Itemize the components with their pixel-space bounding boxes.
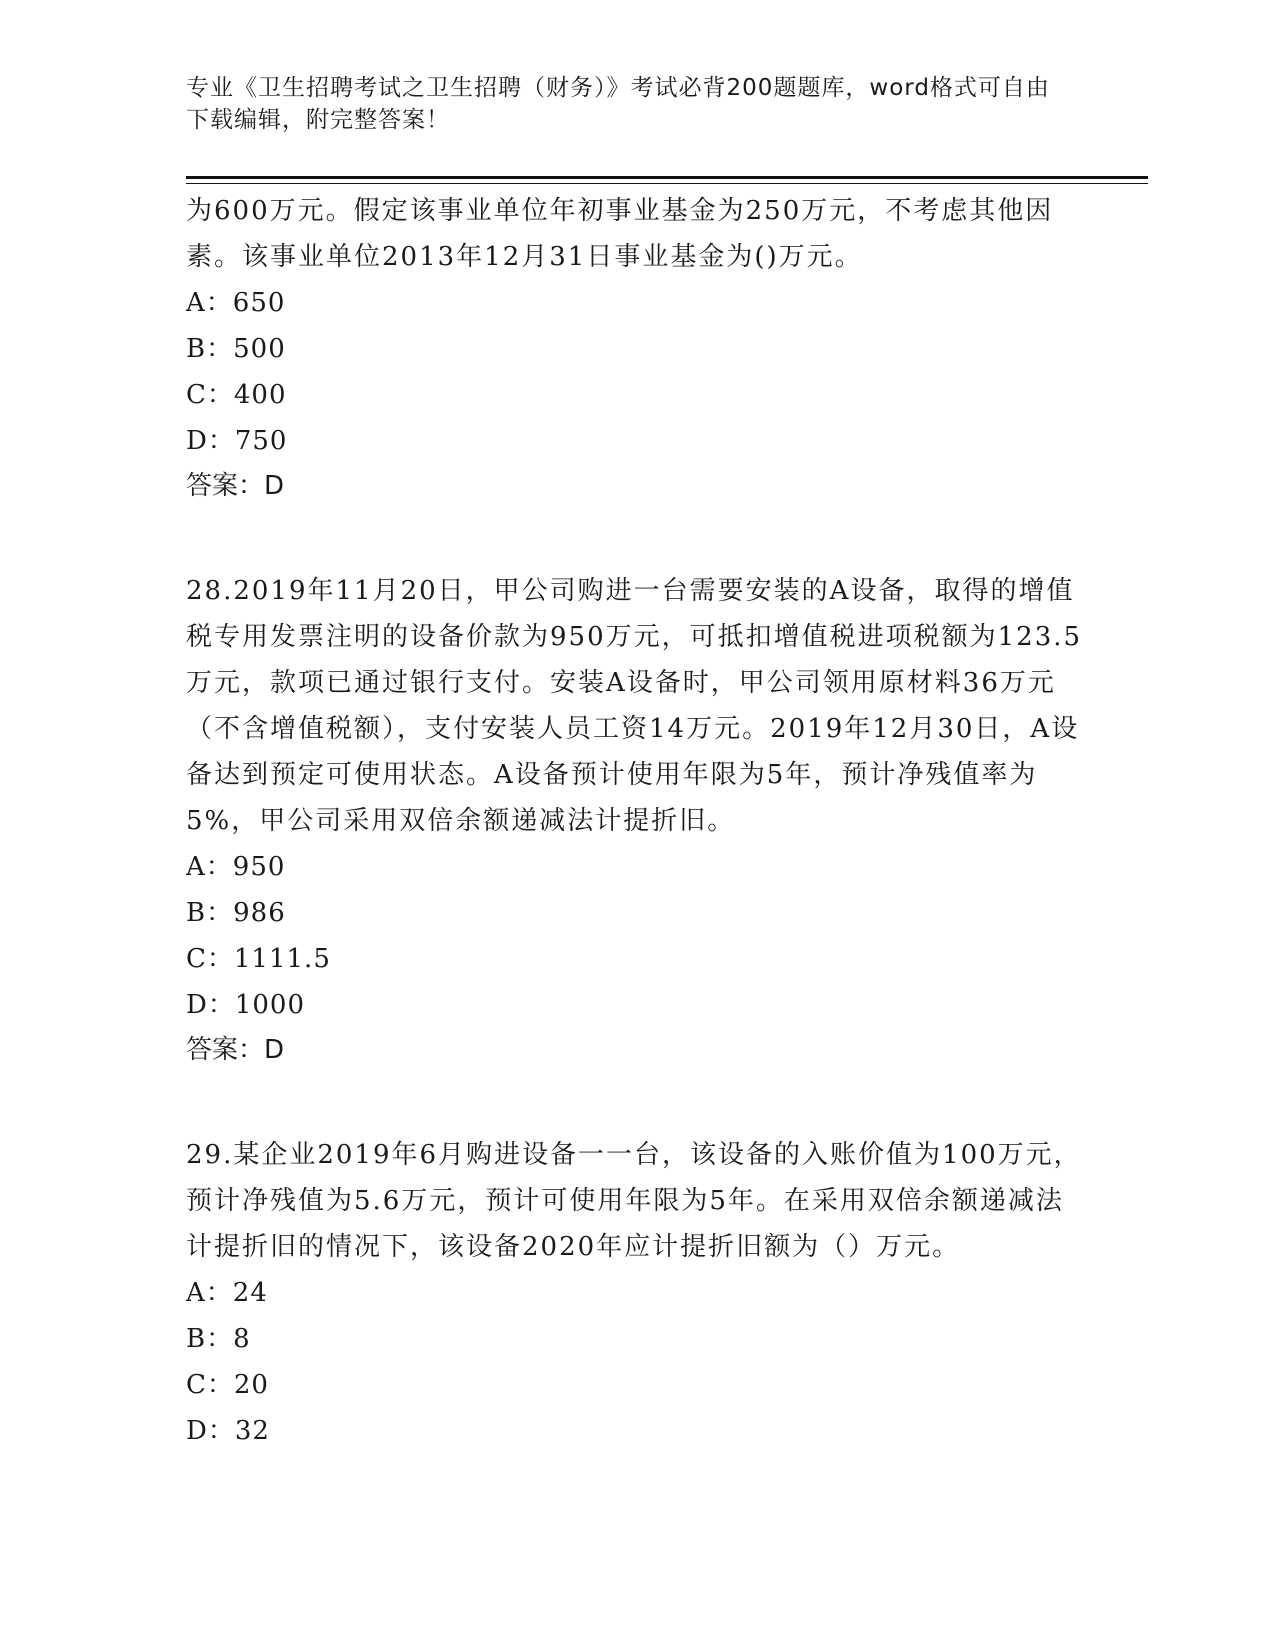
question-spacer (186, 1072, 1086, 1132)
option-b: B：986 (186, 898, 286, 928)
option-c: C：400 (186, 380, 287, 410)
option-d: D：1000 (186, 990, 306, 1020)
question-stem: 为600万元。假定该事业单位年初事业基金为250万元，不考虑其他因素。该事业单位2013年12月31日事业基金为()万元。 (186, 196, 1054, 272)
question-stem: 28.2019年11月20日，甲公司购进一台需要安装的A设备，取得的增值税专用发票注明的设备价款为950万元，可抵扣增值税进项税额为123.5万元，款项已通过银行支付。安装A设备时，甲公司领用原材料36万元（不含增值税额），支付安装人员工资14万元。2019年12月30日，A设备达到预定可使用状态。A设备预计使用年限为5年，预计净残值率为5%，甲公司采用双倍余额递减法计提折旧。 (186, 576, 1083, 836)
option-d: D：32 (186, 1416, 270, 1446)
option-a: A：650 (186, 288, 286, 318)
option-b: B：500 (186, 334, 286, 364)
option-d: D：750 (186, 426, 288, 456)
document-header: 专业《卫生招聘考试之卫生招聘（财务）》考试必背200题题库，word格式可自由下载编辑，附完整答案！ (186, 75, 1050, 133)
question-item (186, 1132, 1086, 1454)
answer-line: 答案：D (186, 471, 285, 501)
option-c: C：1111.5 (186, 944, 331, 974)
option-a: A：950 (186, 852, 286, 882)
option-a: A：24 (186, 1278, 268, 1308)
question-item (186, 188, 1086, 508)
option-c: C：20 (186, 1370, 269, 1400)
question-list (186, 188, 1086, 1454)
answer-line: 答案：D (186, 1035, 285, 1065)
header-divider-thin (186, 183, 1148, 184)
question-stem: 29.某企业2019年6月购进设备一一台，该设备的入账价值为100万元，预计净残值为5.6万元，预计可使用年限为5年。在采用双倍余额递减法计提折旧的情况下，该设备2020年应计提折旧额为（）万元。 (186, 1140, 1082, 1262)
option-b: B：8 (186, 1324, 251, 1354)
header-divider-thick (186, 176, 1148, 179)
question-spacer (186, 508, 1086, 568)
question-item (186, 568, 1086, 1072)
